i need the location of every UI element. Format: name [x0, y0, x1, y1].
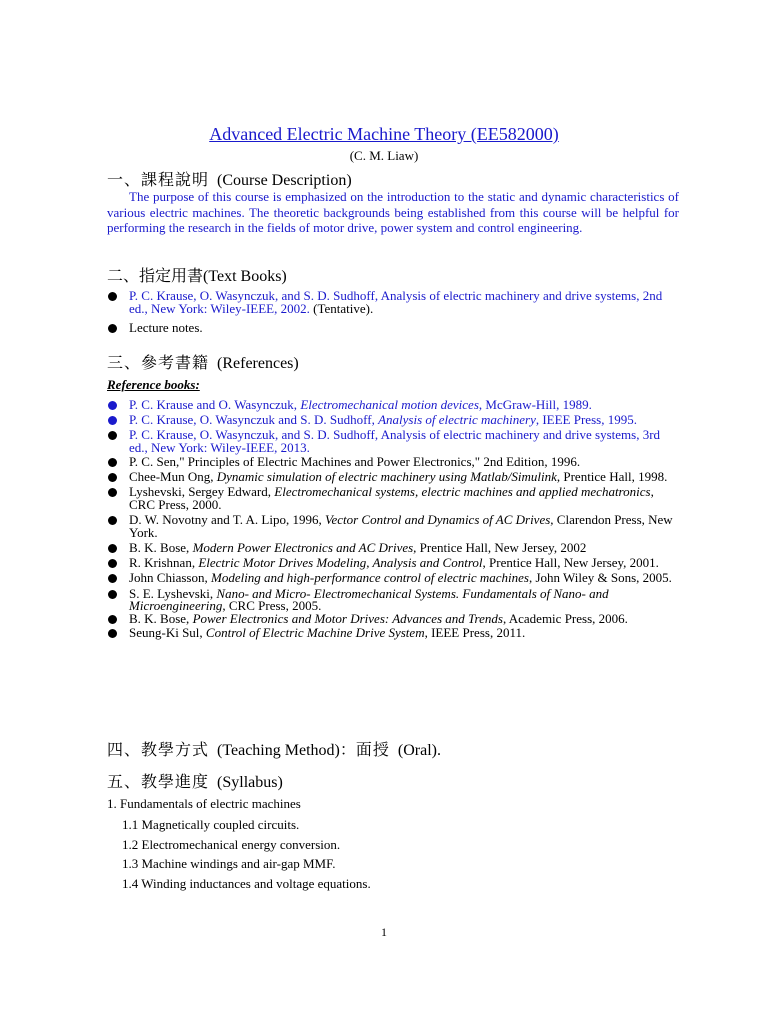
page-number: 1	[381, 925, 387, 939]
list-item	[107, 399, 682, 412]
reference-text: John Chiasson,	[129, 570, 211, 585]
reference-title: Dynamic simulation of electric machinery using Matlab/Simulink	[216, 468, 557, 484]
syllabus-item: 1.3 Machine windings and air-gap MMF.	[122, 856, 336, 871]
reference-books-subheading: Reference books:	[107, 377, 200, 392]
bullet-icon	[108, 458, 117, 467]
reference-title: Electromechanical systems, electric machines and applied mechatronics	[274, 484, 651, 499]
course-description-body: The purpose of this course is emphasized on the introduction to the static and dynamic characteristics of various electric machines. The theoretic backgrounds being established from this course will be helpful for performing the research in the fields of motor drive, power system and control engineering.	[107, 189, 679, 235]
course-description-heading	[107, 167, 352, 190]
bullet-icon	[108, 615, 117, 624]
list-item	[107, 572, 682, 585]
list-item	[107, 411, 682, 427]
list-item	[107, 514, 682, 539]
reference-text: , IEEE Press, 1995.	[535, 411, 637, 427]
reference-text: P. C. Sen," Principles of Electric Machines and Power Electronics," 2nd Edition, 1996.	[129, 454, 581, 469]
references-heading	[107, 350, 299, 373]
reference-title: Modeling and high-performance control of electric machines	[210, 570, 529, 585]
course-description-heading-cjk: 一、課程說明	[107, 172, 210, 189]
bullet-icon	[108, 629, 117, 638]
list-item	[107, 610, 682, 626]
reference-title: Analysis of electric machinery	[378, 411, 536, 427]
reference-text: , Academic Press, 2006.	[502, 610, 628, 626]
references-list	[107, 399, 682, 640]
text-book-main: P. C. Krause, O. Wasynczuk, and S. D. Sudhoff, Analysis of electric machinery and drive systems, 2nd ed., New York: Wiley-IEEE, 2002.	[129, 288, 663, 316]
bullet-icon	[108, 324, 117, 333]
references-heading-cjk: 三、參考書籍	[107, 355, 210, 372]
reference-text: , CRC Press, 2000.	[129, 484, 654, 512]
bullet-icon	[108, 416, 117, 425]
reference-text: Seung-Ki Sul,	[129, 625, 206, 640]
bullet-icon	[108, 574, 117, 583]
list-item	[107, 468, 682, 484]
bullet-icon	[108, 473, 117, 482]
reference-text: , John Wiley & Sons, 2005.	[528, 570, 672, 585]
reference-title: Nano- and Micro- Electromechanical Systems. Fundamentals of Nano- and Microengineering	[129, 585, 609, 613]
bullet-icon	[108, 544, 117, 553]
syllabus-heading-cjk: 五、教學進度	[107, 774, 210, 791]
reference-text: P. C. Krause, O. Wasynczuk, and S. D. Sudhoff, Analysis of electric machinery and drive systems, 3rd ed., New York: Wiley-IEEE, 2013.	[129, 427, 661, 455]
reference-title: Vector Control and Dynamics of AC Drives,	[324, 512, 554, 527]
reference-text: S. E. Lyshevski,	[129, 585, 217, 601]
list-item	[107, 290, 682, 315]
bullet-icon	[108, 516, 117, 525]
text-book-tail: (Tentative).	[309, 300, 374, 316]
teaching-method-heading	[107, 737, 441, 760]
bullet-icon	[108, 488, 117, 497]
list-item	[107, 585, 682, 613]
text-books-heading: 二、指定用書(Text Books)	[107, 268, 287, 285]
list-item	[107, 542, 682, 555]
reference-text: D. W. Novotny and T. A. Lipo, 1996,	[129, 512, 325, 527]
reference-text: , McGraw-Hill, 1989.	[478, 397, 592, 412]
reference-text: Chee-Mun Ong,	[129, 468, 217, 484]
list-item	[107, 554, 682, 570]
reference-title: Modern Power Electronics and AC Drives,	[192, 540, 417, 555]
list-item	[107, 456, 682, 469]
reference-text: R. Krishnan,	[129, 554, 199, 570]
author-line: (C. M. Liaw)	[349, 148, 419, 163]
reference-text: Prentice Hall, New Jersey, 2002	[416, 540, 587, 555]
syllabus-item: 1.2 Electromechanical energy conversion.	[122, 837, 341, 852]
reference-title: Electromechanical motion devices	[300, 397, 479, 412]
references-heading-en: (References)	[217, 355, 299, 372]
reference-text: , CRC Press, 2005.	[222, 598, 322, 613]
reference-text: P. C. Krause, O. Wasynczuk and S. D. Sudhoff,	[129, 411, 379, 427]
reference-text: B. K. Bose,	[129, 610, 193, 626]
bullet-icon	[108, 401, 117, 410]
reference-title: Power Electronics and Motor Drives: Advances and Trends	[192, 610, 503, 626]
reference-title: Control of Electric Machine Drive System	[205, 625, 425, 640]
syllabus-item: 1.1 Magnetically coupled circuits.	[122, 817, 300, 832]
teaching-method-heading-cjk: 四、教學方式	[107, 742, 210, 759]
syllabus-heading	[107, 769, 283, 792]
reference-title: Electric Motor Drives Modeling, Analysis and Control	[198, 554, 483, 570]
reference-text: P. C. Krause and O. Wasynczuk,	[129, 397, 301, 412]
list-item	[107, 486, 682, 511]
page-title: Advanced Electric Machine Theory (EE582000)	[209, 124, 559, 144]
syllabus-chapter: 1. Fundamentals of electric machines	[107, 796, 301, 811]
list-item	[107, 429, 682, 454]
bullet-icon	[108, 559, 117, 568]
text-books-list	[107, 290, 682, 335]
reference-text: Lyshevski, Sergey Edward,	[129, 484, 275, 499]
reference-text: , Prentice Hall, New Jersey, 2001.	[482, 554, 659, 570]
syllabus-heading-en: (Syllabus)	[217, 774, 283, 791]
reference-text: B. K. Bose,	[129, 540, 193, 555]
reference-text: Clarendon Press, New York.	[129, 512, 673, 540]
bullet-icon	[108, 590, 117, 599]
list-item	[107, 627, 682, 640]
teaching-method-mode-en: (Oral).	[397, 742, 441, 759]
teaching-method-mode-cjk: 面授	[355, 742, 390, 759]
list-item	[107, 322, 682, 335]
syllabus-item: 1.4 Winding inductances and voltage equations.	[122, 876, 371, 891]
text-book-main: Lecture notes.	[129, 320, 203, 335]
course-description-heading-en: (Course Description)	[217, 172, 352, 189]
bullet-icon	[108, 431, 117, 440]
teaching-method-heading-en: (Teaching Method)：	[217, 742, 356, 759]
reference-text: , IEEE Press, 2011.	[424, 625, 526, 640]
reference-text: , Prentice Hall, 1998.	[556, 468, 668, 484]
bullet-icon	[108, 292, 117, 301]
